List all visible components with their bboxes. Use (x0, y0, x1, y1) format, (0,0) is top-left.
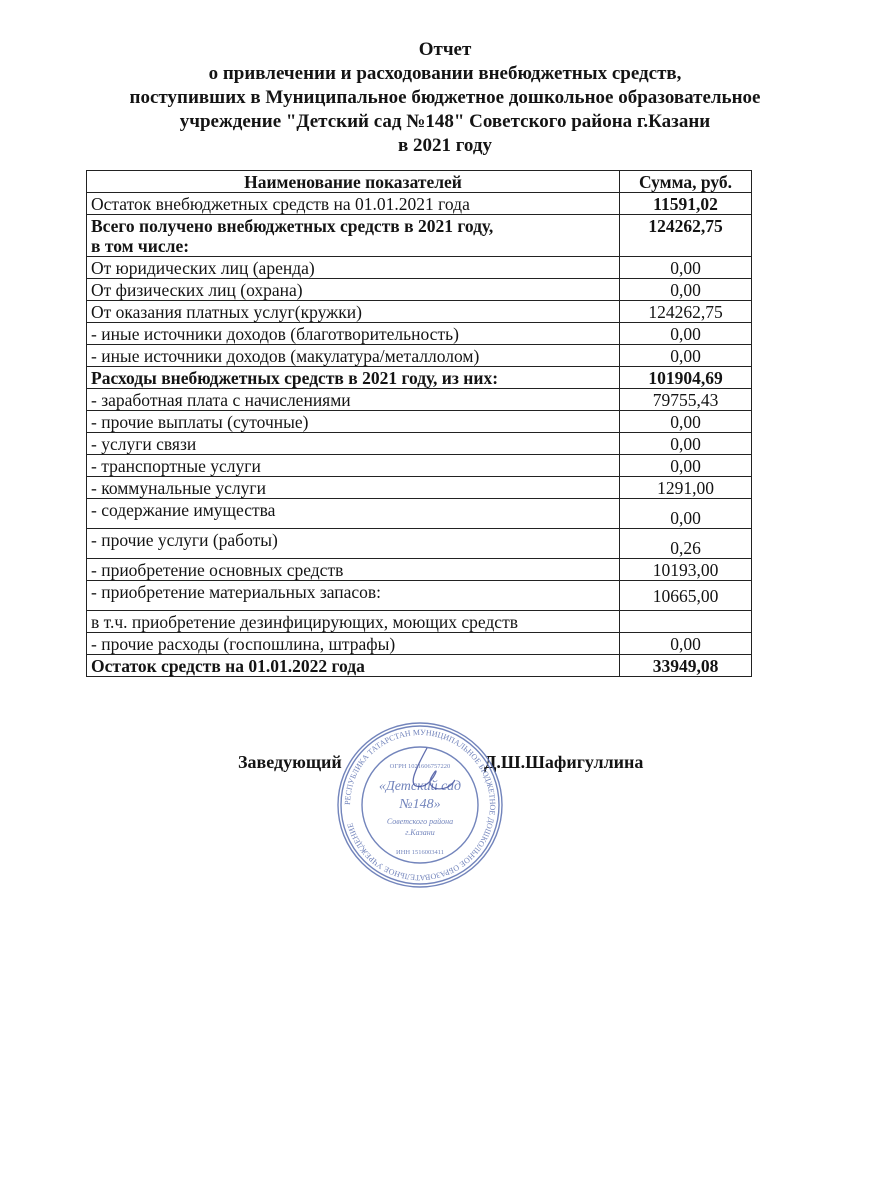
row-label: От юридических лиц (аренда) (87, 257, 620, 279)
row-value: 0,00 (620, 499, 752, 529)
title-line-3: поступивших в Муниципальное бюджетное дошкольное образовательное (129, 87, 761, 108)
row-value: 0,00 (620, 633, 752, 655)
column-header-name: Наименование показателей (87, 171, 620, 193)
row-value: 0,00 (620, 257, 752, 279)
stamp-center-line-1: «Детский сад (378, 779, 462, 794)
table-row (87, 477, 752, 499)
stamp-inn: ИНН 1516003411 (396, 849, 444, 856)
row-value: 33949,08 (620, 655, 752, 677)
row-value: 79755,43 (620, 389, 752, 411)
row-label: Остаток внебюджетных средств на 01.01.2021 года (87, 193, 620, 215)
row-label: - прочие расходы (госпошлина, штрафы) (87, 633, 620, 655)
title-line-2: о привлечении и расходовании внебюджетных средств, (208, 63, 682, 84)
row-label: - иные источники доходов (макулатура/металлолом) (87, 345, 620, 367)
stamp-center-line-3: Советского района (386, 817, 454, 826)
table-row (87, 257, 752, 279)
row-value: 0,00 (620, 411, 752, 433)
table-row (87, 323, 752, 345)
row-label: - иные источники доходов (благотворительность) (87, 323, 620, 345)
row-value: 0,00 (620, 323, 752, 345)
table-row (87, 411, 752, 433)
report-title (60, 38, 830, 158)
stamp-outer-textpath: РЕСПУБЛИКА ТАТАРСТАН МУНИЦИПАЛЬНОЕ БЮДЖЕТНОЕ ДОШКОЛЬНОЕ ОБРАЗОВАТЕЛЬНОЕ УЧРЕЖДЕНИЕ (342, 727, 498, 883)
row-value: 0,00 (620, 433, 752, 455)
signature-name: Д.Ш.Шафигуллина (484, 752, 644, 772)
row-label: - приобретение материальных запасов: (87, 581, 620, 611)
stamp-ogrn: ОГРН 1021606757220 (389, 763, 451, 770)
row-label: - заработная плата с начислениями (87, 389, 620, 411)
table-row (87, 215, 752, 257)
row-label: - услуги связи (87, 433, 620, 455)
row-label (87, 215, 620, 257)
table-row (87, 581, 752, 611)
column-header-sum: Сумма, руб. (620, 171, 752, 193)
table-row (87, 279, 752, 301)
table-row (87, 455, 752, 477)
table-row (87, 433, 752, 455)
row-value: 0,00 (620, 279, 752, 301)
row-value: 1291,00 (620, 477, 752, 499)
row-label-line-2: в том числе: (91, 236, 190, 256)
table-row (87, 389, 752, 411)
row-value: 0,00 (620, 455, 752, 477)
row-label: - приобретение основных средств (87, 559, 620, 581)
row-value: 10193,00 (620, 559, 752, 581)
row-value (620, 611, 752, 633)
table-row (87, 345, 752, 367)
row-label: - содержание имущества (87, 499, 620, 529)
table-row (87, 193, 752, 215)
row-value: 0,26 (620, 529, 752, 559)
row-label-line-1: Всего получено внебюджетных средств в 2021 году, (91, 216, 494, 236)
title-line-1: Отчет (418, 39, 472, 60)
row-value: 11591,02 (620, 193, 752, 215)
stamp-center-line-2: №148» (399, 797, 441, 812)
row-label: Расходы внебюджетных средств в 2021 году, из них: (87, 367, 620, 389)
title-line-4: учреждение "Детский сад №148" Советского района г.Казани (179, 111, 711, 132)
stamp-center-line-4: г.Казани (405, 828, 435, 837)
table-row (87, 655, 752, 677)
row-label: - коммунальные услуги (87, 477, 620, 499)
row-label: От физических лиц (охрана) (87, 279, 620, 301)
row-value: 0,00 (620, 345, 752, 367)
table-row (87, 611, 752, 633)
row-label: - прочие выплаты (суточные) (87, 411, 620, 433)
row-value: 10665,00 (620, 581, 752, 611)
row-label: - транспортные услуги (87, 455, 620, 477)
table-row (87, 559, 752, 581)
table-header-row (87, 171, 752, 193)
table-row (87, 633, 752, 655)
table-row (87, 529, 752, 559)
row-value: 101904,69 (620, 367, 752, 389)
row-label: в т.ч. приобретение дезинфицирующих, моющих средств (87, 611, 620, 633)
row-label: От оказания платных услуг(кружки) (87, 301, 620, 323)
table-row (87, 499, 752, 529)
table-row (87, 301, 752, 323)
report-table (86, 170, 752, 677)
table-row (87, 367, 752, 389)
row-value: 124262,75 (620, 215, 752, 257)
row-value: 124262,75 (620, 301, 752, 323)
row-label: Остаток средств на 01.01.2022 года (87, 655, 620, 677)
signature-role: Заведующий (238, 752, 342, 772)
row-label: - прочие услуги (работы) (87, 529, 620, 559)
official-stamp (335, 720, 505, 890)
title-line-5: в 2021 году (398, 135, 492, 156)
